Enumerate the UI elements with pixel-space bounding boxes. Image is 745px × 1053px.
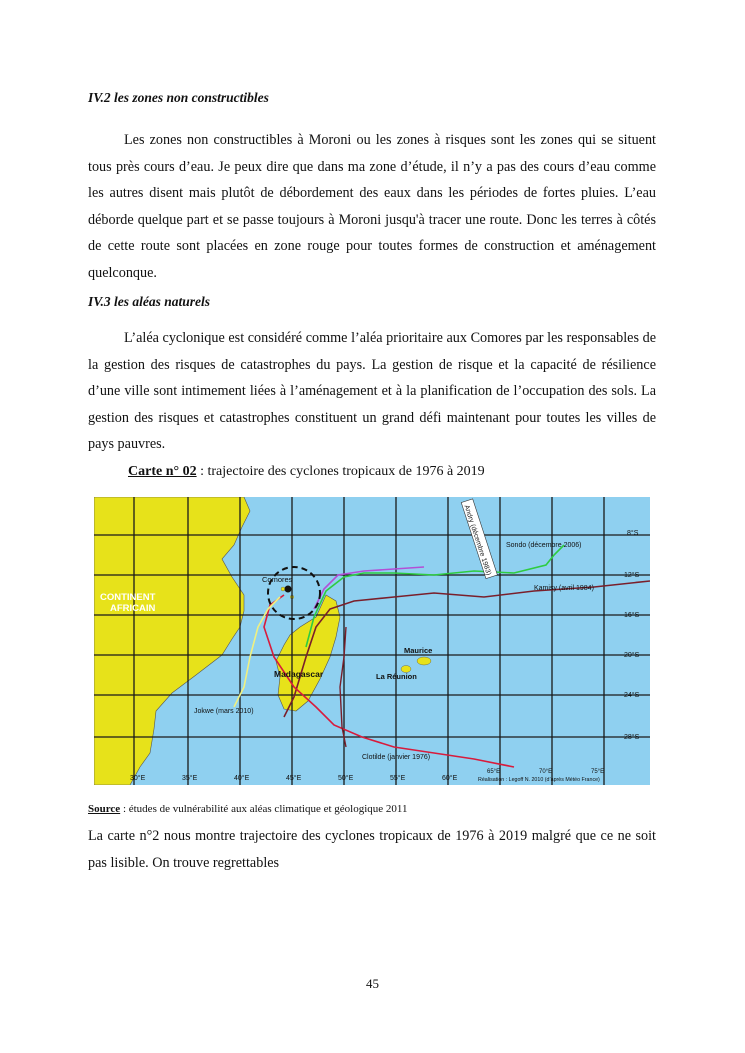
section-heading-iv2: IV.2 les zones non constructibles [88,90,269,105]
comores-island-a [281,587,285,591]
lon-label: 60°E [442,775,458,782]
lon-label: 40°E [234,775,250,782]
continent-label-1: CONTINENT [100,592,156,603]
madagascar-label: Madagascar [274,669,324,679]
lon-label: 70°E [539,769,553,775]
maurice-label: Maurice [404,646,433,655]
paragraph-aleas-naturels: L’aléa cyclonique est considéré comme l’aléa prioritaire aux Comores par les responsables de la gestion des risques de catastrophes du pays. La gestion de risque et la capacité de résilience d’une ville sont intimement liées à l’aménagement et à la planification de l’occupation des sols. La gestion des risques et catastrophes constituent un grand défi maintenant pour toutes les villes de pays pauvres. [88,330,656,453]
lat-label: 16°S [624,612,640,619]
figure-caption-text: : trajectoire des cyclones tropicaux de 1976 à 2019 [196,464,485,479]
section-heading-iv3: IV.3 les aléas naturels [88,294,211,309]
kamisy-label: Kamisy (avril 1984) [534,585,594,592]
source-label: Source [88,803,121,815]
lon-label: 50°E [338,775,354,782]
lon-label: 35°E [182,775,198,782]
jokwe-label: Jokwe (mars 2010) [194,708,254,715]
map-credit: Réalisation : Legoff N. 2010 (d’après Météo France) [478,777,600,783]
lon-label: 75°E [591,769,605,775]
maurice-island [417,657,431,665]
page-number: 45 [366,976,379,991]
comores-marker [285,586,292,593]
lat-label: 12°S [624,572,640,579]
lon-label: 30°E [130,775,146,782]
figure-source [88,803,408,815]
lon-label: 65°E [487,769,501,775]
figure-caption [128,464,485,480]
reunion-label: La Réunion [376,672,417,681]
lat-label: 28°S [624,734,640,741]
cyclone-trajectory-map [94,497,650,785]
sondo-label: Sondo (décembre 2006) [506,542,582,549]
lon-label: 45°E [286,775,302,782]
clotilde-label: Clotilde (janvier 1976) [362,754,431,761]
paragraph-zones-non-constructibles: Les zones non constructibles à Moroni ou les zones à risques sont les zones qui se situent tous près cours d’eau. Je peux dire que dans ma zone d’étude, il n’y a pas des cours d’eau comme les autres disent mais plutôt de débordement des eaux dans les périodes de fortes pluies. L’eau déborde quelque part et se passe toujours à Moroni jusqu'à tracer une route. Donc les terres à côtés de cette route sont placées en zone rouge pour toutes formes de construction et aménagement quelconque. [88,132,656,281]
conclusion-paragraph: La carte n°2 nous montre trajectoire des cyclones tropicaux de 1976 à 2019 malgré que ce ne soit pas lisible. On trouve regrettables [88,828,656,871]
lat-label: 20°S [624,652,640,659]
figure-caption-label: Carte n° 02 [128,464,197,479]
lon-label: 55°E [390,775,406,782]
continent-label-2: AFRICAIN [110,603,156,614]
comores-label: Comores [262,575,293,584]
andry-label: Andry (décembre 1983) [462,504,492,577]
lat-label: 24°S [624,692,640,699]
lat-label: 8°S [627,530,639,537]
source-text: : études de vulnérabilité aux aléas climatique et géologique 2011 [120,803,408,815]
